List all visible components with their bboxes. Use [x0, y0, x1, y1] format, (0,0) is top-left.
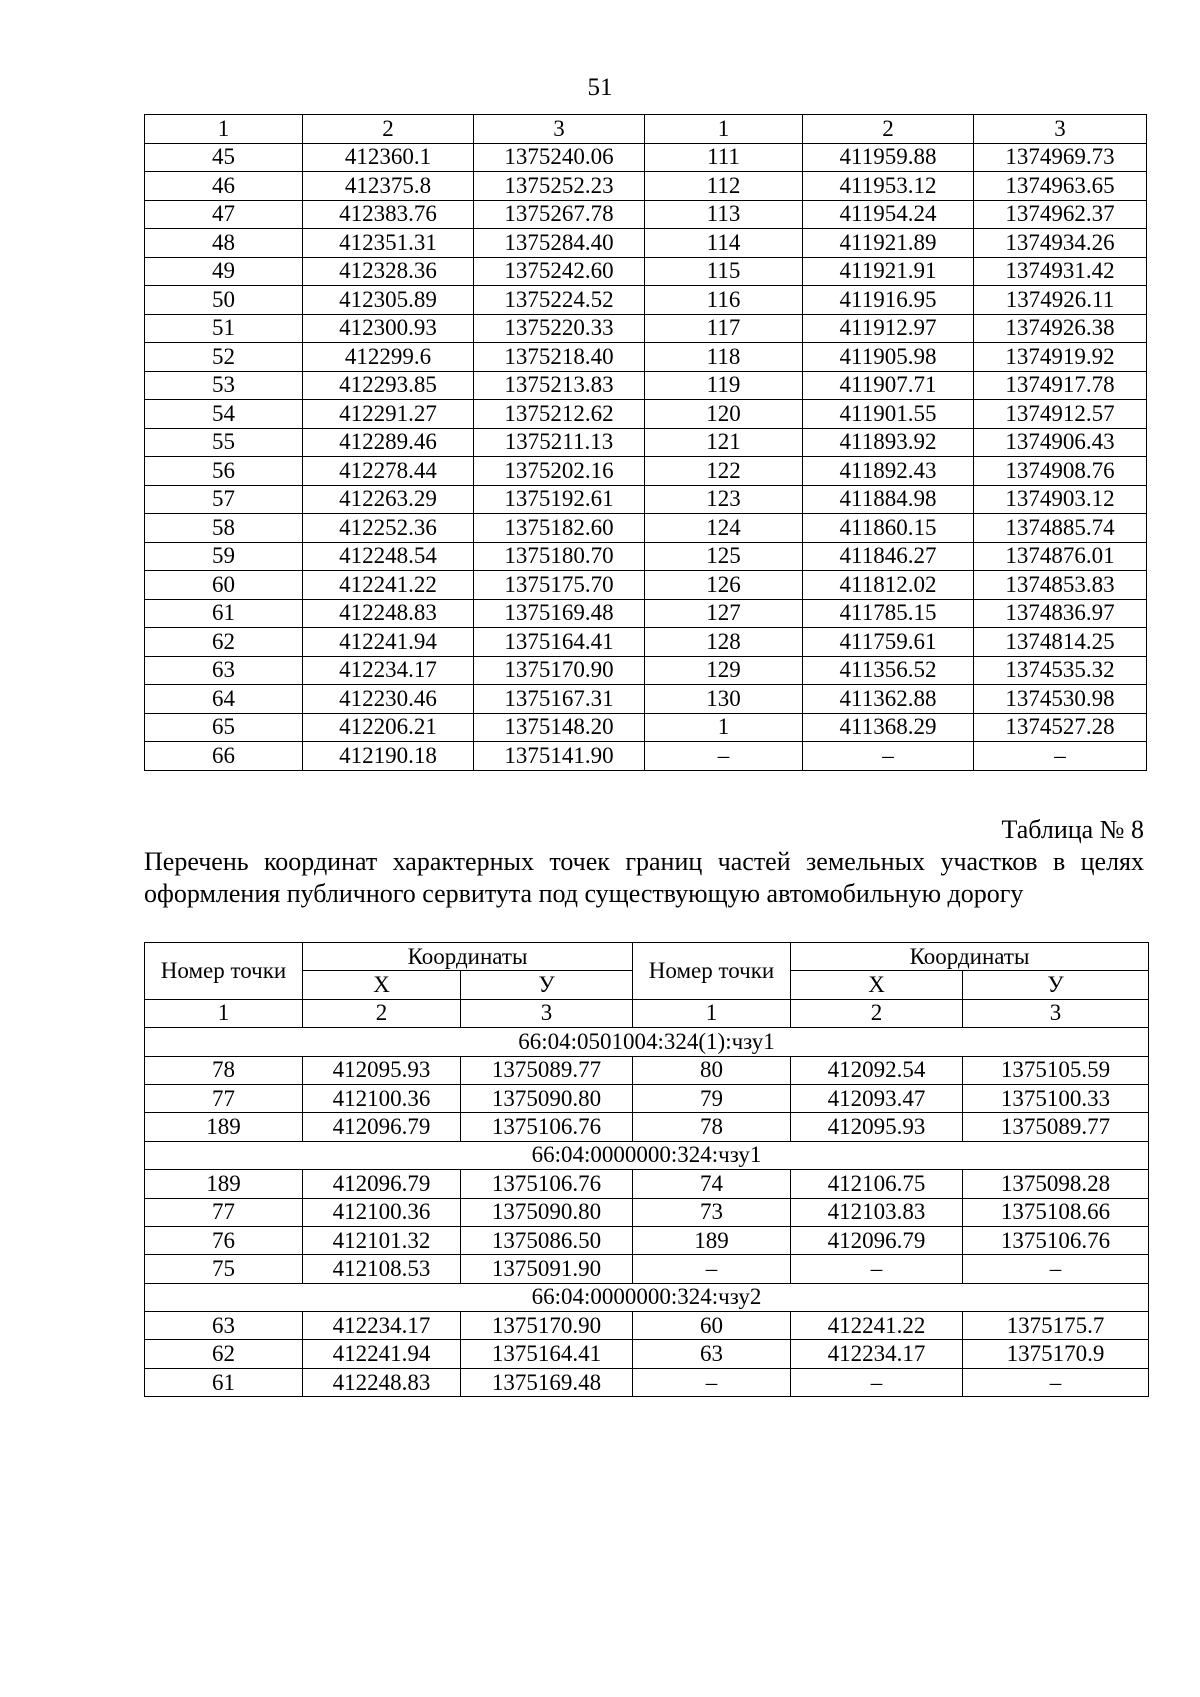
table-cell: 412328.36 — [303, 257, 474, 286]
section-title: 66:04:0000000:324:чзу2 — [145, 1283, 1149, 1311]
column-index-cell: 2 — [303, 115, 474, 144]
table-cell: 126 — [645, 571, 803, 600]
table-row — [145, 1340, 1149, 1368]
table-cell: 1375090.80 — [461, 1084, 633, 1112]
table-cell: 412100.36 — [303, 1084, 461, 1112]
table-cell: 411905.98 — [803, 343, 974, 372]
table-row — [145, 713, 1147, 742]
table-cell: 411959.88 — [803, 143, 974, 172]
table-cell: 112 — [645, 172, 803, 201]
table-cell: 1374908.76 — [974, 457, 1147, 486]
table-cell: 1374919.92 — [974, 343, 1147, 372]
table-cell: 412248.83 — [303, 1368, 461, 1396]
table-cell: 75 — [145, 1255, 303, 1283]
table-cell: 129 — [645, 656, 803, 685]
section-title: 66:04:0501004:324(1):чзу1 — [145, 1028, 1149, 1056]
table-row — [145, 485, 1147, 514]
table-cell: 1375170.9 — [963, 1340, 1149, 1368]
table-row — [145, 200, 1147, 229]
table-cell: 61 — [145, 599, 303, 628]
table-cell: 1374535.32 — [974, 656, 1147, 685]
table-row — [145, 371, 1147, 400]
table-cell: 51 — [145, 314, 303, 343]
table-cell: 412103.83 — [791, 1198, 963, 1226]
table-row — [145, 1226, 1149, 1254]
table-cell: 1375105.59 — [963, 1056, 1149, 1084]
table-cell: 1375089.77 — [461, 1056, 633, 1084]
table-cell: 411953.12 — [803, 172, 974, 201]
table-cell: 1375192.61 — [474, 485, 645, 514]
table-cell: 412100.36 — [303, 1198, 461, 1226]
table-caption: Перечень координат характерных точек границ частей земельных участков в целях оформления публичного сервитута под существующую автомобильную дорогу — [144, 847, 1144, 908]
table-cell: 63 — [145, 656, 303, 685]
table-row — [145, 1084, 1149, 1112]
table-row — [145, 343, 1147, 372]
table-cell: 412299.6 — [303, 343, 474, 372]
table-cell: 412096.79 — [303, 1113, 461, 1141]
table-cell: 63 — [633, 1340, 791, 1368]
table-cell: 1375170.90 — [461, 1312, 633, 1340]
table-cell: – — [791, 1255, 963, 1283]
table-cell: 62 — [145, 628, 303, 657]
table-cell: 412360.1 — [303, 143, 474, 172]
table-cell: 412096.79 — [791, 1226, 963, 1254]
column-index-cell: 3 — [974, 115, 1147, 144]
table-cell: 1375164.41 — [461, 1340, 633, 1368]
table-cell: – — [803, 742, 974, 771]
table-cell: 189 — [633, 1226, 791, 1254]
table-cell: 411759.61 — [803, 628, 974, 657]
table-cell: 411812.02 — [803, 571, 974, 600]
table-cell: 74 — [633, 1170, 791, 1198]
table-cell: 1375090.80 — [461, 1198, 633, 1226]
table-cell: 1374926.38 — [974, 314, 1147, 343]
table-cell: 412248.83 — [303, 599, 474, 628]
table-cell: 1375267.78 — [474, 200, 645, 229]
table-cell: 1374903.12 — [974, 485, 1147, 514]
table-cell: 411362.88 — [803, 685, 974, 714]
table-cell: 1375220.33 — [474, 314, 645, 343]
table-cell: 1375240.06 — [474, 143, 645, 172]
column-index-cell: 3 — [474, 115, 645, 144]
table-cell: 45 — [145, 143, 303, 172]
table-cell: 412095.93 — [791, 1113, 963, 1141]
table-cell: 412230.46 — [303, 685, 474, 714]
table-row — [145, 1113, 1149, 1141]
table-cell: 1375175.7 — [963, 1312, 1149, 1340]
table-cell: 412252.36 — [303, 514, 474, 543]
table-cell: 412241.94 — [303, 628, 474, 657]
y-header: У — [461, 971, 633, 999]
table-cell: 1375169.48 — [461, 1368, 633, 1396]
table-row — [145, 542, 1147, 571]
table-cell: 1374530.98 — [974, 685, 1147, 714]
table-cell: 120 — [645, 400, 803, 429]
table-cell: 78 — [145, 1056, 303, 1084]
table-cell: 412293.85 — [303, 371, 474, 400]
table-row — [145, 229, 1147, 258]
table-cell: 54 — [145, 400, 303, 429]
point-number-header: Номер точки — [633, 943, 791, 1000]
table-cell: 56 — [145, 457, 303, 486]
table-cell: 412300.93 — [303, 314, 474, 343]
table-cell: 1 — [645, 713, 803, 742]
table-cell: 73 — [633, 1198, 791, 1226]
table-cell: 1375089.77 — [963, 1113, 1149, 1141]
table-cell: 1374963.65 — [974, 172, 1147, 201]
table-cell: 411912.97 — [803, 314, 974, 343]
section-title: 66:04:0000000:324:чзу1 — [145, 1141, 1149, 1169]
table-cell: 1374931.42 — [974, 257, 1147, 286]
table-cell: 1375224.52 — [474, 286, 645, 315]
table-cell: 189 — [145, 1170, 303, 1198]
column-index-cell: 1 — [645, 115, 803, 144]
table-cell: 1375213.83 — [474, 371, 645, 400]
column-index-row — [145, 999, 1149, 1027]
column-index-cell: 1 — [633, 999, 791, 1027]
table-cell: 55 — [145, 428, 303, 457]
table-cell: 114 — [645, 229, 803, 258]
table-row — [145, 400, 1147, 429]
table-cell: 53 — [145, 371, 303, 400]
table-cell: 412278.44 — [303, 457, 474, 486]
column-index-cell: 1 — [145, 115, 303, 144]
table-cell: 1375148.20 — [474, 713, 645, 742]
table-cell: 412093.47 — [791, 1084, 963, 1112]
table-cell: 77 — [145, 1198, 303, 1226]
table-cell: 48 — [145, 229, 303, 258]
table-cell: 1375106.76 — [963, 1226, 1149, 1254]
table-cell: 412234.17 — [303, 1312, 461, 1340]
table-cell: 412248.54 — [303, 542, 474, 571]
table-cell: 411907.71 — [803, 371, 974, 400]
table-row — [145, 428, 1147, 457]
table-cell: 66 — [145, 742, 303, 771]
coordinates-header: Координаты — [791, 943, 1149, 971]
table-cell: 412351.31 — [303, 229, 474, 258]
table-cell: 1374814.25 — [974, 628, 1147, 657]
table-cell: 116 — [645, 286, 803, 315]
table-cell: 1374876.01 — [974, 542, 1147, 571]
table-cell: 80 — [633, 1056, 791, 1084]
table-cell: 411916.95 — [803, 286, 974, 315]
table-cell: 1375212.62 — [474, 400, 645, 429]
table-cell: 1374926.11 — [974, 286, 1147, 315]
table-cell: 411921.89 — [803, 229, 974, 258]
table-row — [145, 143, 1147, 172]
table-cell: – — [633, 1255, 791, 1283]
x-header: Х — [303, 971, 461, 999]
table-cell: 411368.29 — [803, 713, 974, 742]
table-cell: 411785.15 — [803, 599, 974, 628]
table-cell: 1375202.16 — [474, 457, 645, 486]
column-index-cell: 2 — [791, 999, 963, 1027]
table-cell: 1375252.23 — [474, 172, 645, 201]
table-cell: 412234.17 — [791, 1340, 963, 1368]
table-row — [145, 514, 1147, 543]
table-cell: 77 — [145, 1084, 303, 1112]
table-cell: 62 — [145, 1340, 303, 1368]
table-cell: 411954.24 — [803, 200, 974, 229]
table-cell: 60 — [633, 1312, 791, 1340]
table-cell: 1374969.73 — [974, 143, 1147, 172]
table-cell: 411860.15 — [803, 514, 974, 543]
table-cell: 1375164.41 — [474, 628, 645, 657]
section-title-row — [145, 1141, 1149, 1169]
table-cell: 412241.94 — [303, 1340, 461, 1368]
table-cell: 78 — [633, 1113, 791, 1141]
table-row — [145, 1312, 1149, 1340]
table-cell: 1375091.90 — [461, 1255, 633, 1283]
table-cell: 122 — [645, 457, 803, 486]
table-cell: 1375106.76 — [461, 1170, 633, 1198]
table-cell: 127 — [645, 599, 803, 628]
page-number: 51 — [587, 74, 613, 101]
table-cell: 412291.27 — [303, 400, 474, 429]
table-cell: 47 — [145, 200, 303, 229]
table-cell: 412108.53 — [303, 1255, 461, 1283]
table-cell: 52 — [145, 343, 303, 372]
table-cell: 412190.18 — [303, 742, 474, 771]
table-cell: 411893.92 — [803, 428, 974, 457]
table-cell: 412095.93 — [303, 1056, 461, 1084]
table-row — [145, 1198, 1149, 1226]
table-cell: 1375175.70 — [474, 571, 645, 600]
table-row — [145, 257, 1147, 286]
table-8-body — [145, 999, 1149, 1396]
point-number-header: Номер точки — [145, 943, 303, 1000]
column-index-cell: 3 — [963, 999, 1149, 1027]
table-cell: 1375100.33 — [963, 1084, 1149, 1112]
table-cell: 1374934.26 — [974, 229, 1147, 258]
table-cell: 124 — [645, 514, 803, 543]
table-row — [145, 1056, 1149, 1084]
table-cell: 412241.22 — [791, 1312, 963, 1340]
table-row — [145, 1368, 1149, 1396]
table-row — [145, 286, 1147, 315]
table-cell: 49 — [145, 257, 303, 286]
table-cell: 1375167.31 — [474, 685, 645, 714]
table-cell: 113 — [645, 200, 803, 229]
coordinates-header: Координаты — [303, 943, 633, 971]
table-cell: 1374885.74 — [974, 514, 1147, 543]
table-row — [145, 742, 1147, 771]
table-cell: 50 — [145, 286, 303, 315]
table-cell: – — [963, 1368, 1149, 1396]
table-cell: 1374836.97 — [974, 599, 1147, 628]
table-row — [145, 1255, 1149, 1283]
column-index-cell: 1 — [145, 999, 303, 1027]
table-cell: 412289.46 — [303, 428, 474, 457]
table-cell: – — [963, 1255, 1149, 1283]
table-cell: 412101.32 — [303, 1226, 461, 1254]
table-cell: 411921.91 — [803, 257, 974, 286]
table-cell: 412234.17 — [303, 656, 474, 685]
table-row — [145, 314, 1147, 343]
table-row — [145, 628, 1147, 657]
coordinates-table-body — [145, 115, 1147, 771]
table-cell: 1375169.48 — [474, 599, 645, 628]
table-cell: 412375.8 — [303, 172, 474, 201]
table-cell: 1375108.66 — [963, 1198, 1149, 1226]
table-cell: 65 — [145, 713, 303, 742]
table-header-row — [145, 943, 1149, 971]
table-row — [145, 656, 1147, 685]
table-8-easement-coordinates — [144, 942, 1149, 1397]
table-cell: 411884.98 — [803, 485, 974, 514]
table-cell: 118 — [645, 343, 803, 372]
table-cell: 121 — [645, 428, 803, 457]
table-row — [145, 1170, 1149, 1198]
table-cell: 79 — [633, 1084, 791, 1112]
table-row — [145, 172, 1147, 201]
table-cell: 411892.43 — [803, 457, 974, 486]
table-cell: 117 — [645, 314, 803, 343]
table-cell: 189 — [145, 1113, 303, 1141]
table-cell: 63 — [145, 1312, 303, 1340]
section-title-row — [145, 1028, 1149, 1056]
table-cell: 57 — [145, 485, 303, 514]
table-cell: – — [645, 742, 803, 771]
table-cell: 1374962.37 — [974, 200, 1147, 229]
column-index-row — [145, 115, 1147, 144]
table-cell: 411846.27 — [803, 542, 974, 571]
table-cell: 412383.76 — [303, 200, 474, 229]
table-cell: 46 — [145, 172, 303, 201]
table-cell: 411356.52 — [803, 656, 974, 685]
table-cell: 1374917.78 — [974, 371, 1147, 400]
table-cell: 1375182.60 — [474, 514, 645, 543]
table-cell: 128 — [645, 628, 803, 657]
table-cell: 412263.29 — [303, 485, 474, 514]
table-cell: 1375218.40 — [474, 343, 645, 372]
table-cell: 412206.21 — [303, 713, 474, 742]
table-cell: 412096.79 — [303, 1170, 461, 1198]
table-cell: 412092.54 — [791, 1056, 963, 1084]
coordinates-table-continued — [144, 114, 1147, 771]
table-row — [145, 685, 1147, 714]
table-cell: 1374906.43 — [974, 428, 1147, 457]
table-cell: 1375106.76 — [461, 1113, 633, 1141]
table-cell: 1375284.40 — [474, 229, 645, 258]
column-index-cell: 2 — [803, 115, 974, 144]
table-cell: 130 — [645, 685, 803, 714]
x-header: Х — [791, 971, 963, 999]
table-cell: 412241.22 — [303, 571, 474, 600]
table-cell: 125 — [645, 542, 803, 571]
section-title-row — [145, 1283, 1149, 1311]
column-index-cell: 3 — [461, 999, 633, 1027]
table-cell: 61 — [145, 1368, 303, 1396]
table-cell: 111 — [645, 143, 803, 172]
table-cell: 123 — [645, 485, 803, 514]
table-cell: 1375170.90 — [474, 656, 645, 685]
table-cell: 119 — [645, 371, 803, 400]
table-cell: 58 — [145, 514, 303, 543]
y-header: У — [963, 971, 1149, 999]
table-cell: 412106.75 — [791, 1170, 963, 1198]
table-cell: 115 — [645, 257, 803, 286]
table-cell: 1375086.50 — [461, 1226, 633, 1254]
table-cell: – — [633, 1368, 791, 1396]
table-cell: 1375141.90 — [474, 742, 645, 771]
table-cell: 1375242.60 — [474, 257, 645, 286]
table-cell: 1374853.83 — [974, 571, 1147, 600]
table-cell: 59 — [145, 542, 303, 571]
table-cell: 64 — [145, 685, 303, 714]
table-cell: – — [791, 1368, 963, 1396]
table-cell: 411901.55 — [803, 400, 974, 429]
table-cell: – — [974, 742, 1147, 771]
table-cell: 412305.89 — [303, 286, 474, 315]
table-row — [145, 599, 1147, 628]
table-cell: 1374912.57 — [974, 400, 1147, 429]
table-cell: 60 — [145, 571, 303, 600]
table-cell: 1375211.13 — [474, 428, 645, 457]
table-cell: 1375180.70 — [474, 542, 645, 571]
table-cell: 1374527.28 — [974, 713, 1147, 742]
column-index-cell: 2 — [303, 999, 461, 1027]
table-cell: 1375098.28 — [963, 1170, 1149, 1198]
table-cell: 76 — [145, 1226, 303, 1254]
table-row — [145, 571, 1147, 600]
table-row — [145, 457, 1147, 486]
table-number-label: Таблица № 8 — [1001, 815, 1144, 844]
